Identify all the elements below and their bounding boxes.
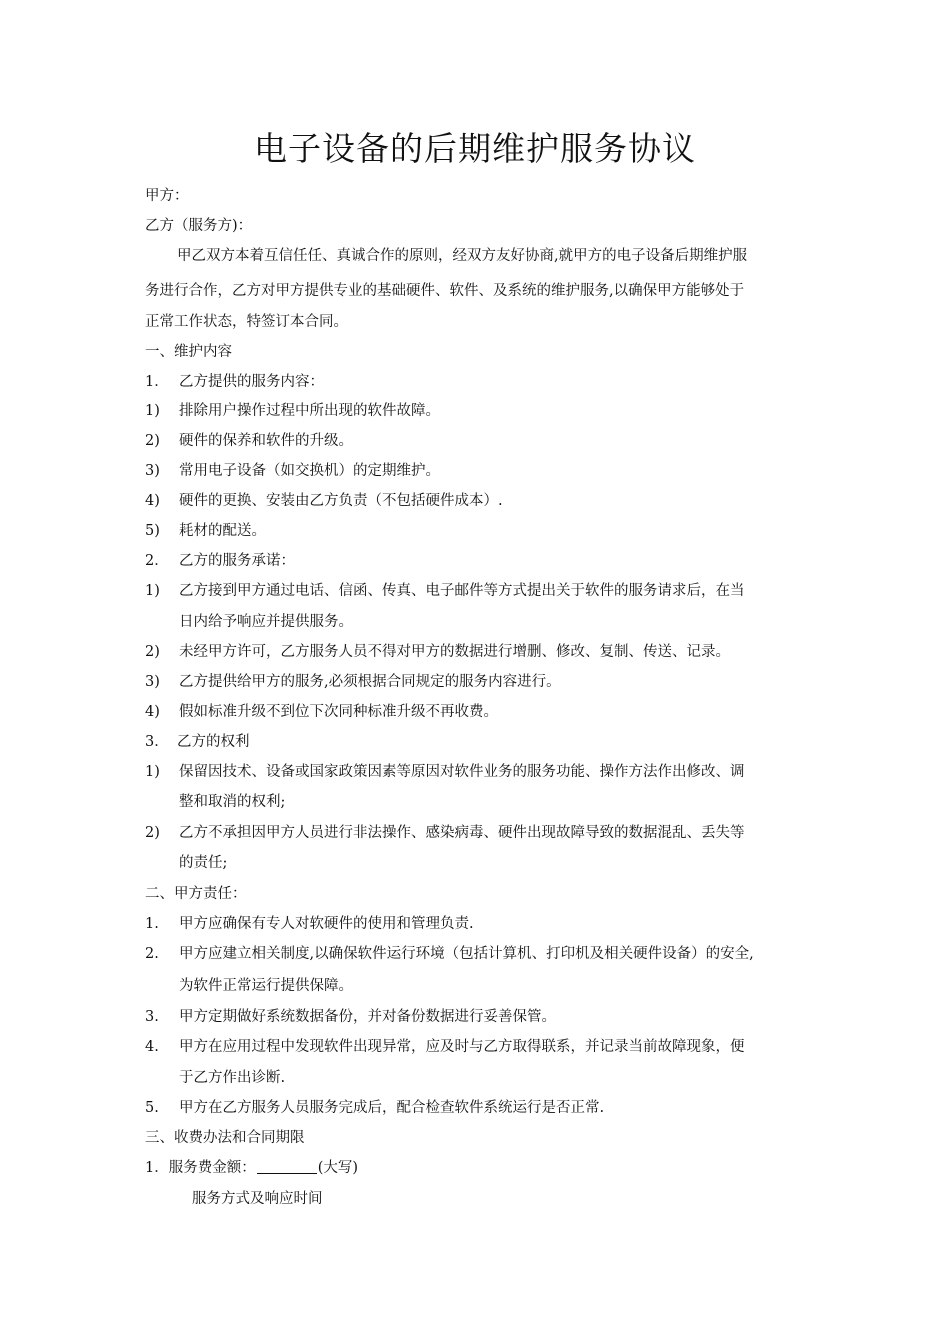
list-item-number: 3) [145, 463, 160, 479]
list-item-text: 甲方应确保有专人对软硬件的使用和管理负责. [179, 916, 474, 932]
list-item-text: 耗材的配送。 [179, 523, 266, 539]
list-item-continuation: 整和取消的权利; [179, 794, 286, 810]
sub3-number: 3． [145, 734, 169, 750]
section1-heading: 一、维护内容 [145, 344, 232, 360]
sub1-number: 1． [145, 374, 169, 390]
section2-heading: 二、甲方责任： [145, 886, 247, 902]
fee-label: 1．服务费金额： [145, 1160, 256, 1176]
list-item-text: 甲方定期做好系统数据备份，并对备份数据进行妥善保管。 [179, 1009, 556, 1025]
list-item-number: 3) [145, 674, 160, 690]
list-item-text: 排除用户操作过程中所出现的软件故障。 [179, 403, 440, 419]
list-item-text: 甲方在乙方服务人员服务完成后，配合检查软件系统运行是否正常. [179, 1100, 605, 1116]
list-item-text: 硬件的更换、安装由乙方负责（不包括硬件成本）. [179, 493, 503, 509]
list-item-number: 4) [145, 493, 160, 509]
intro-line-2: 务进行合作，乙方对甲方提供专业的基础硬件、软件、及系统的维护服务,以确保甲方能够处于 [145, 283, 745, 299]
list-item-number: 5) [145, 523, 160, 539]
sub3-text: 乙方的权利 [177, 734, 250, 750]
list-item-text: 乙方不承担因甲方人员进行非法操作、感染病毒、硬件出现故障导致的数据混乱、丢失等 [179, 825, 745, 841]
list-item-number: 2. [145, 946, 159, 962]
list-item-number: 5. [145, 1100, 159, 1116]
fee-suffix: (大写) [317, 1160, 359, 1176]
list-item-continuation: 于乙方作出诊断. [179, 1070, 286, 1086]
service-mode-label: 服务方式及响应时间 [192, 1191, 323, 1207]
list-item-number: 2) [145, 825, 160, 841]
fee-line [145, 1157, 358, 1179]
sub2-text: 乙方的服务承诺： [179, 553, 295, 569]
list-item-text: 甲方在应用过程中发现软件出现异常，应及时与乙方取得联系，并记录当前故障现象，便 [179, 1039, 745, 1055]
list-item-continuation: 日内给予响应并提供服务。 [179, 614, 353, 630]
list-item-text: 乙方接到甲方通过电话、信函、传真、电子邮件等方式提出关于软件的服务请求后，在当 [179, 583, 745, 599]
list-item-text: 乙方提供给甲方的服务,必须根据合同规定的服务内容进行。 [179, 674, 561, 690]
list-item-text: 常用电子设备（如交换机）的定期维护。 [179, 463, 440, 479]
sub2-number: 2． [145, 553, 169, 569]
sub1-text: 乙方提供的服务内容： [179, 374, 324, 390]
list-item-number: 4) [145, 704, 160, 720]
party-a-label: 甲方： [145, 188, 189, 204]
list-item-text: 保留因技术、设备或国家政策因素等原因对软件业务的服务功能、操作方法作出修改、调 [179, 764, 745, 780]
list-item-text: 甲方应建立相关制度,以确保软件运行环境（包括计算机、打印机及相关硬件设备）的安全, [179, 946, 754, 962]
party-b-label: 乙方（服务方)： [145, 218, 253, 234]
list-item-number: 2) [145, 644, 160, 660]
list-item-text: 硬件的保养和软件的升级。 [179, 433, 353, 449]
list-item-text: 假如标准升级不到位下次同种标准升级不再收费。 [179, 704, 498, 720]
section3-heading: 三、收费办法和合同期限 [145, 1130, 305, 1146]
fee-amount-blank [257, 1159, 317, 1174]
list-item-number: 1) [145, 403, 160, 419]
intro-line-3: 正常工作状态，特签订本合同。 [145, 314, 348, 330]
list-item-number: 3. [145, 1009, 159, 1025]
list-item-text: 未经甲方许可，乙方服务人员不得对甲方的数据进行增删、修改、复制、传送、记录。 [179, 644, 730, 660]
list-item-continuation: 为软件正常运行提供保障。 [179, 978, 353, 994]
document-title: 电子设备的后期维护服务协议 [254, 129, 696, 168]
intro-line-1: 甲乙双方本着互信任任、真诚合作的原则，经双方友好协商,就甲方的电子设备后期维护服 [177, 248, 748, 264]
list-item-number: 1) [145, 583, 160, 599]
list-item-number: 4. [145, 1039, 159, 1055]
list-item-number: 2) [145, 433, 160, 449]
list-item-number: 1) [145, 764, 160, 780]
list-item-continuation: 的责任; [179, 855, 228, 871]
list-item-number: 1. [145, 916, 159, 932]
